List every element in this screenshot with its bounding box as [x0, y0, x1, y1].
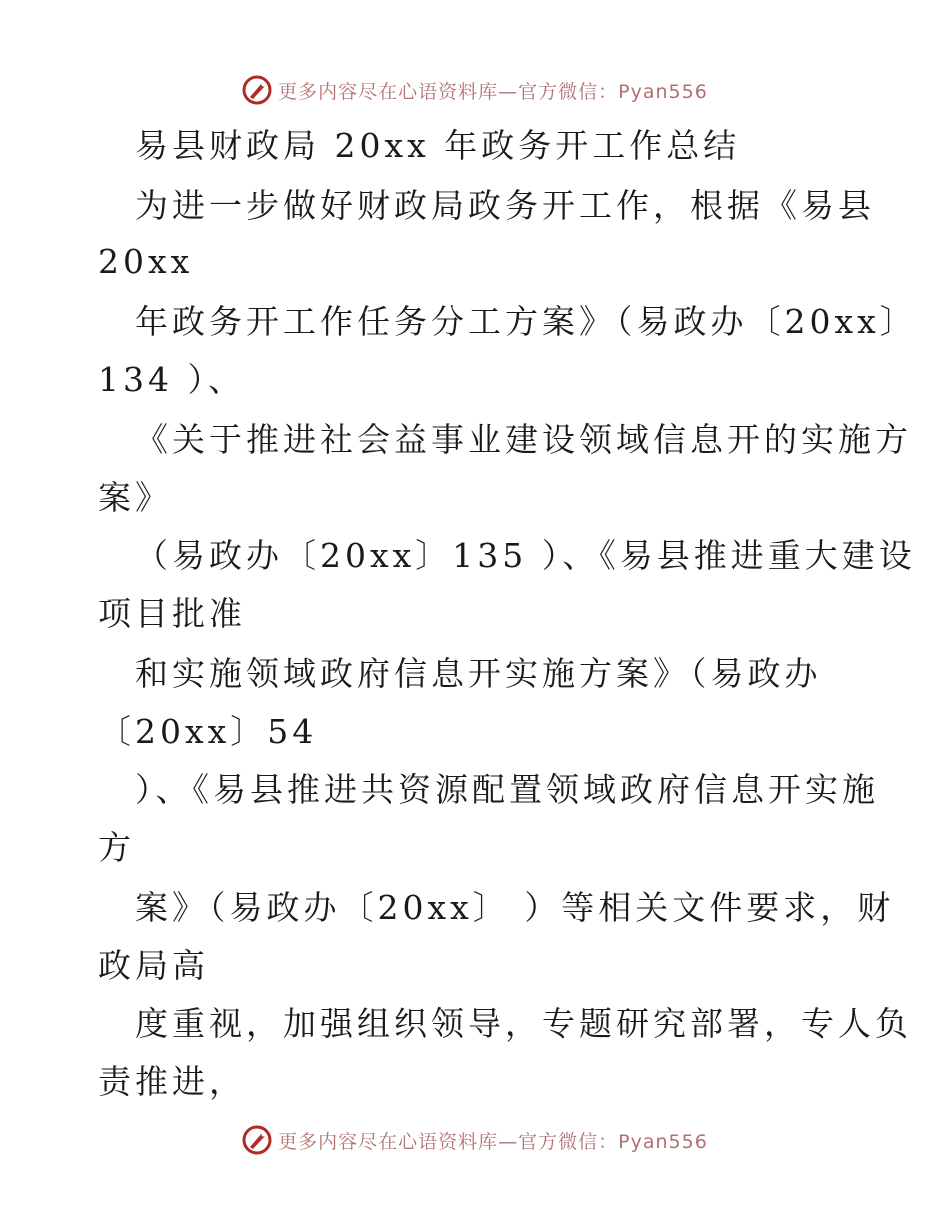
- paragraph-line: 134 ）、: [98, 360, 245, 399]
- paragraph-line: 案》（易政办〔20xx〕 ）等相关文件要求，财: [135, 888, 895, 927]
- paragraph-line: ）、《易县推进共资源配置领域政府信息开实施: [135, 770, 879, 809]
- paragraph-line: 项目批准: [98, 594, 246, 633]
- watermark-text: 更多内容尽在心语资料库—官方微信：Pyan556: [278, 1130, 708, 1153]
- paragraph-line: 政局高: [98, 946, 209, 985]
- paragraph-line: 《关于推进社会益事业建设领域信息开的实施方: [135, 420, 912, 459]
- watermark-text: 更多内容尽在心语资料库—官方微信：Pyan556: [278, 80, 708, 103]
- watermark-footer: [0, 1120, 950, 1160]
- paragraph-line: （易政办〔20xx〕135 ）、《易县推进重大建设: [135, 536, 916, 575]
- paragraph-line: 年政务开工作任务分工方案》（易政办〔20xx〕: [135, 302, 917, 341]
- document-title: 易县财政局 20xx 年政务开工作总结: [135, 126, 741, 165]
- paragraph-line: 度重视，加强组织领导，专题研究部署，专人负: [135, 1004, 912, 1043]
- paragraph-line: 案》: [98, 478, 172, 517]
- paragraph-line: 责推进，: [98, 1062, 246, 1101]
- paragraph-line: 和实施领域政府信息开实施方案》（易政办: [135, 654, 822, 693]
- paragraph-line: 为进一步做好财政局政务开工作，根据《易县: [135, 186, 875, 225]
- pen-logo-icon: [242, 1125, 272, 1155]
- paragraph-line: 方: [98, 828, 135, 867]
- paragraph-line: 〔20xx〕54: [98, 712, 318, 751]
- paragraph-line: 20xx: [98, 242, 194, 281]
